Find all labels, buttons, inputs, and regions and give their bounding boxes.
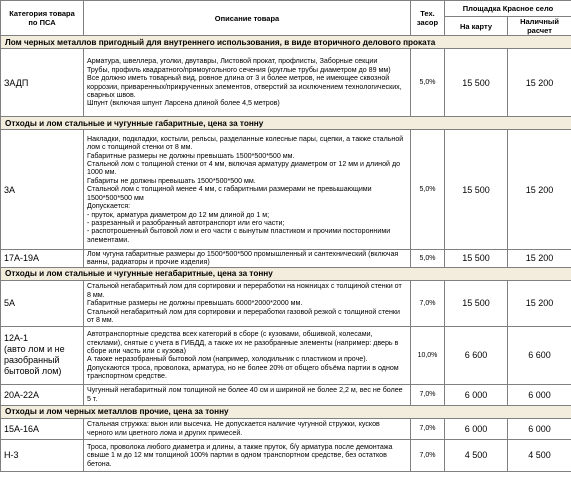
row-price-cash: 4 500 <box>508 439 571 471</box>
section-header <box>1 405 571 418</box>
header-site: Площадка Красное село <box>445 1 571 17</box>
section-title: Отходы и лом стальные и чугунные габаритные, цена за тонну <box>1 117 571 130</box>
row-category: 5А <box>1 280 84 326</box>
section-title: Отходы и лом стальные и чугунные негабаритные, цена за тонну <box>1 267 571 280</box>
table-row <box>1 326 571 384</box>
row-price-cash: 15 200 <box>508 49 571 117</box>
section-header <box>1 117 571 130</box>
table-row <box>1 384 571 405</box>
header-card: На карту <box>445 17 508 36</box>
row-price-card: 15 500 <box>445 49 508 117</box>
row-price-card: 15 500 <box>445 250 508 268</box>
row-description: Стальная стружка: вьюн или высечка. Не допускается наличие чугунной стружки, кусков черного или цветного лома и других примесей. <box>84 418 411 439</box>
row-description: Стальной негабаритный лом для сортировки и переработки на ножницах с толщиной стенки от 8 мм. Габаритные размеры не должны превышать 6000*2000*2000 мм. Стальной негабаритный лом для сортировки и переработки газовой резкой с толщиной стенки от 8 мм. <box>84 280 411 326</box>
row-category: 3А <box>1 130 84 250</box>
row-contamination: 7,0% <box>411 384 445 405</box>
row-price-card: 6 600 <box>445 326 508 384</box>
header-description: Описание товара <box>84 1 411 36</box>
row-category: ЗАДП <box>1 49 84 117</box>
row-price-card: 6 000 <box>445 418 508 439</box>
header-cash: Наличный расчет <box>508 17 571 36</box>
row-category: 15А-16А <box>1 418 84 439</box>
table-row <box>1 130 571 250</box>
row-contamination: 7,0% <box>411 280 445 326</box>
table-row <box>1 250 571 268</box>
section-header <box>1 36 571 49</box>
table-row <box>1 439 571 471</box>
row-contamination: 5,0% <box>411 130 445 250</box>
row-contamination: 5,0% <box>411 49 445 117</box>
section-header <box>1 267 571 280</box>
row-price-cash: 15 200 <box>508 130 571 250</box>
row-contamination: 7,0% <box>411 418 445 439</box>
row-description: Чугунный негабаритный лом толщиной не более 40 см и шириной не более 2,2 м, вес не более 5 т. <box>84 384 411 405</box>
row-category: 17А-19А <box>1 250 84 268</box>
row-price-card: 15 500 <box>445 130 508 250</box>
row-contamination: 5,0% <box>411 250 445 268</box>
row-description: Арматура, швеллера, уголки, двутавры, Листовой прокат, профлисты, Заборные секции Трубы, профиль квадратного/прямоугольного сечения (круглые трубы диаметром до 89 мм) Все должно иметь товарный вид, ровное длина от 3 и более метров, не имеющее сквозной коррозии, приваренных/прикрученных элементов, отверстий за исключением технологических, сварных швов. Шпунт (включая шпунт Ларсена длиной более 4,5 метров) <box>84 49 411 117</box>
table-row <box>1 280 571 326</box>
section-title: Отходы и лом черных металлов прочие, цена за тонну <box>1 405 571 418</box>
row-description: Накладки, подкладки, костыли, рельсы, разделанные колесные пары, сцепки, а также стальной лом с толщиной стенки от 8 мм. Габаритные размеры не должны превышать 1500*500*500 мм. Стальной лом с толщиной стенки от 4 мм, включая арматуру диаметром от 12 мм и длиной до 1000 мм. Габариты не должны превышать 1500*500*500 мм. Стальной лом с толщиной менее 4 мм, с габаритными размерами не превышающими 1500*500*500 мм Допускается: - пруток, арматура диаметром до 12 мм длиной до 1 м; - разрезанный и разобранный автотранспорт или его части; - распотрошенный бытовой лом и его части с вынутым пластиком и прочими посторонними элементами. <box>84 130 411 250</box>
row-price-card: 4 500 <box>445 439 508 471</box>
row-price-card: 15 500 <box>445 280 508 326</box>
table-row <box>1 49 571 117</box>
row-category: 20А-22А <box>1 384 84 405</box>
row-description: Лом чугуна габаритные размеры до 1500*500*500 промышленный и сантехнический (включая ванны, радиаторы и прочие изделия) <box>84 250 411 268</box>
row-price-cash: 6 000 <box>508 384 571 405</box>
row-price-cash: 15 200 <box>508 250 571 268</box>
row-contamination: 7,0% <box>411 439 445 471</box>
table-row <box>1 418 571 439</box>
header-contamination: Тех. засор <box>411 1 445 36</box>
row-description: Троса, проволока любого диаметра и длины, а также пруток, б/у арматура после демонтажа свыше 1 м до 12 мм толщиной 100% партии в одном транспортном средстве, без остатков бетона. <box>84 439 411 471</box>
row-price-cash: 6 600 <box>508 326 571 384</box>
row-category: 12А-1 (авто лом и не разобранный бытовой лом) <box>1 326 84 384</box>
header-category: Категория товара по ПСА <box>1 1 84 36</box>
row-price-cash: 15 200 <box>508 280 571 326</box>
row-price-card: 6 000 <box>445 384 508 405</box>
row-contamination: 10,0% <box>411 326 445 384</box>
row-description: Автотранспортные средства всех категорий в сборе (с кузовами, обшивкой, колесами, стеклами), снятые с учета в ГИБДД, а также их не разобранные элементы (например: дверь в сборе или часть или с кузова) А также неразобранный бытовой лом (например, холодильник с пластиком и проче). Допускаются троса, проволока, арматура, но не более 20% от общего объёма партии в одном транспортном средстве. <box>84 326 411 384</box>
row-price-cash: 6 000 <box>508 418 571 439</box>
row-category: Н-3 <box>1 439 84 471</box>
section-title: Лом черных металлов пригодный для внутреннего использования, в виде вторичного делового проката <box>1 36 571 49</box>
